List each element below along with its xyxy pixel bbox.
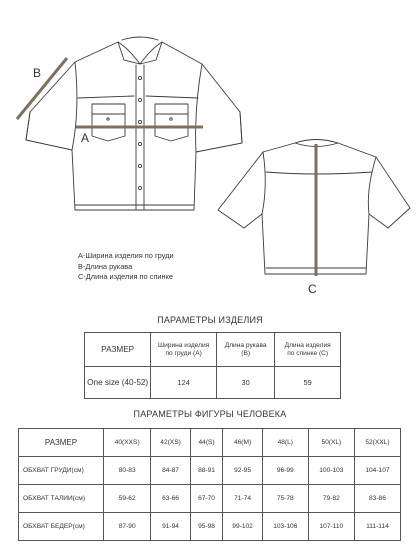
size-col-50: 50(XL) [308, 429, 354, 457]
header-back-length: Длина изделия по спинке (С) [275, 333, 341, 367]
cell: 87-90 [104, 513, 151, 541]
cell: 71-74 [223, 485, 262, 513]
size-col-48: 48(L) [262, 429, 308, 457]
row-label-waist: ОБХВАТ ТАЛИИ(см) [19, 485, 104, 513]
cell: 111-114 [354, 513, 400, 541]
cell: 92-95 [223, 457, 262, 485]
back-view-sketch [218, 140, 410, 275]
product-params-title: ПАРАМЕТРЫ ИЗДЕЛИЯ [157, 315, 263, 325]
cell: 84-87 [151, 457, 190, 485]
body-params-title: ПАРАМЕТРЫ ФИГУРЫ ЧЕЛОВЕКА [133, 409, 287, 419]
header-size: РАЗМЕР [19, 429, 104, 457]
legend-item-c: С-Длина изделия по спинке [78, 272, 174, 282]
size-col-46: 46(M) [223, 429, 262, 457]
product-params-table [84, 332, 341, 399]
body-params-table [18, 428, 401, 541]
size-col-52: 52(XXL) [354, 429, 400, 457]
cell: 63-66 [151, 485, 190, 513]
cell: 100-103 [308, 457, 354, 485]
table-row [85, 367, 341, 399]
cell: 99-102 [223, 513, 262, 541]
cell: 91-94 [151, 513, 190, 541]
table-header-row [85, 333, 341, 367]
label-b: В [33, 66, 42, 80]
front-view-sketch [26, 37, 242, 210]
legend-item-a: А-Ширина изделия по груди [78, 251, 174, 260]
header-sleeve-length: Длина рукава (В) [216, 333, 274, 367]
row-label-hips: ОБХВАТ БЕДЕР(см) [19, 513, 104, 541]
value-sleeve-length: 30 [216, 367, 274, 399]
cell: 83-86 [354, 485, 400, 513]
cell: 79-82 [308, 485, 354, 513]
table-row [19, 513, 401, 541]
cell: 67-70 [190, 485, 223, 513]
table-row [19, 457, 401, 485]
cell: 59-62 [104, 485, 151, 513]
header-size: РАЗМЕР [85, 333, 151, 367]
label-c: С [308, 282, 317, 296]
table-header-row [19, 429, 401, 457]
size-col-44: 44(S) [190, 429, 223, 457]
cell: 75-78 [262, 485, 308, 513]
cell: 107-110 [308, 513, 354, 541]
value-chest-width: 124 [151, 367, 217, 399]
label-a: А [81, 131, 90, 145]
size-col-40: 40(XXS) [104, 429, 151, 457]
cell: 104-107 [354, 457, 400, 485]
cell: 96-99 [262, 457, 308, 485]
measurement-legend [78, 251, 174, 283]
size-col-42: 42(XS) [151, 429, 190, 457]
value-back-length: 59 [275, 367, 341, 399]
cell: 95-98 [190, 513, 223, 541]
cell: 103-106 [262, 513, 308, 541]
cell: 80-83 [104, 457, 151, 485]
cell: 88-91 [190, 457, 223, 485]
header-chest-width: Ширина изделия по груди (А) [151, 333, 217, 367]
legend-item-b: В-Длина рукава [78, 261, 133, 271]
size-cell: One size (40-52) [85, 367, 151, 399]
table-row [19, 485, 401, 513]
sleeve-length-line [17, 58, 67, 119]
row-label-chest: ОБХВАТ ГРУДИ(см) [19, 457, 104, 485]
